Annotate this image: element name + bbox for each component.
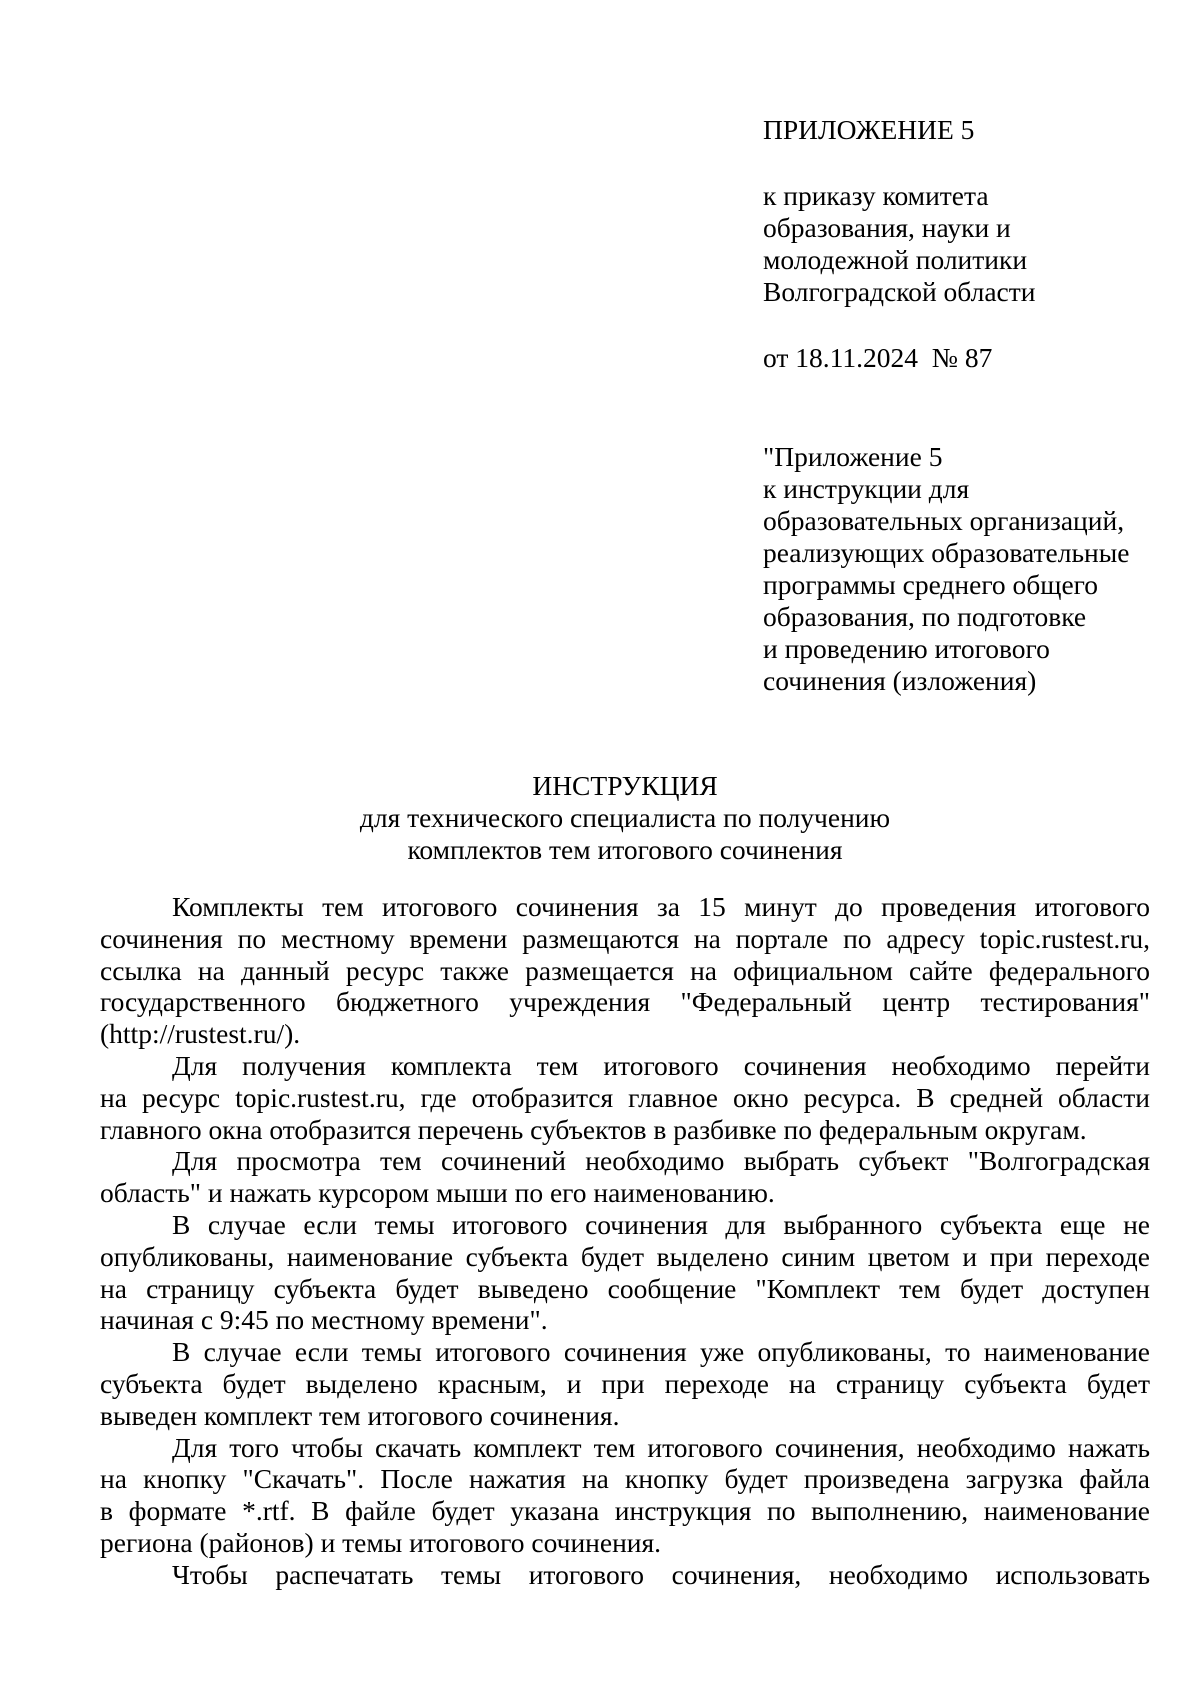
instruction-reference — [763, 441, 1163, 697]
body-paragraph — [100, 1432, 1150, 1559]
paragraph-line: область" и нажать курсором мыши по его наименованию. — [100, 1177, 775, 1209]
document-title — [100, 770, 1150, 866]
paragraph-line: в формате *.rtf. В файле будет указана инструкция по выполнению, наименование — [100, 1495, 1150, 1527]
body-paragraph — [100, 1209, 1150, 1336]
document-body — [100, 891, 1150, 1591]
instruction-ref-line: сочинения (изложения) — [763, 665, 1037, 696]
paragraph-line: Для просмотра тем сочинений необходимо выбрать субъект "Волгоградская — [172, 1145, 1150, 1177]
paragraph-line: главного окна отобразится перечень субъектов в разбивке по федеральным округам. — [100, 1113, 1087, 1145]
body-paragraph — [100, 1336, 1150, 1431]
order-ref-line: молодежной политики — [763, 244, 1028, 275]
body-paragraph — [100, 1145, 1150, 1209]
appendix-title-text: ПРИЛОЖЕНИЕ 5 — [763, 114, 975, 145]
paragraph-line: начиная с 9:45 по местному времени". — [100, 1304, 548, 1336]
paragraph-line: Для получения комплекта тем итогового сочинения необходимо перейти — [172, 1049, 1150, 1081]
body-paragraph — [100, 891, 1150, 1050]
paragraph-line: Для того чтобы скачать комплект тем итогового сочинения, необходимо нажать — [172, 1431, 1150, 1463]
paragraph-line: опубликованы, наименование субъекта будет выделено синим цветом и при переходе — [100, 1240, 1150, 1272]
title-subtitle-line: комплектов тем итогового сочинения — [407, 834, 843, 865]
body-paragraph — [100, 1559, 1150, 1591]
instruction-ref-line: программы среднего общего — [763, 569, 1099, 600]
paragraph-line: государственного бюджетного учреждения "Федеральный центр тестирования" — [100, 986, 1150, 1018]
instruction-ref-line: образовательных организаций, — [763, 505, 1125, 536]
order-date — [763, 342, 1163, 374]
instruction-ref-line: образования, по подготовке — [763, 601, 1087, 632]
instruction-ref-line: к инструкции для — [763, 473, 970, 504]
paragraph-line: на кнопку "Скачать". После нажатия на кнопку будет произведена загрузка файла — [100, 1463, 1150, 1495]
paragraph-line: В случае если темы итогового сочинения для выбранного субъекта еще не — [172, 1208, 1150, 1240]
order-ref-line: образования, науки и — [763, 212, 1011, 243]
order-ref-line: Волгоградской области — [763, 276, 1036, 307]
order-reference — [763, 180, 1163, 308]
paragraph-line: ссылка на данный ресурс также размещается на официальном сайте федерального — [100, 954, 1150, 986]
paragraph-line: Комплекты тем итогового сочинения за 15 минут до проведения итогового — [172, 891, 1150, 922]
instruction-ref-line: и проведению итогового — [763, 633, 1050, 664]
instruction-ref-line: реализующих образовательные — [763, 537, 1130, 568]
paragraph-line: (http://rustest.ru/). — [100, 1018, 301, 1050]
appendix-title — [763, 114, 1163, 146]
paragraph-line: на ресурс topic.rustest.ru, где отобразится главное окно ресурса. В средней области — [100, 1081, 1150, 1113]
order-date-text: от 18.11.2024 № 87 — [763, 342, 993, 373]
paragraph-line: сочинения по местному времени размещаются на портале по адресу topic.rustest.ru, — [100, 922, 1150, 954]
instruction-ref-line: "Приложение 5 — [763, 441, 943, 472]
paragraph-line: выведен комплект тем итогового сочинения. — [100, 1399, 620, 1431]
title-subtitle-line: для технического специалиста по получению — [359, 802, 891, 833]
paragraph-line: на страницу субъекта будет выведено сообщение "Комплект тем будет доступен — [100, 1272, 1150, 1304]
paragraph-line: В случае если темы итогового сочинения уже опубликованы, то наименование — [172, 1336, 1150, 1368]
paragraph-line: субъекта будет выделено красным, и при переходе на страницу субъекта будет — [100, 1367, 1150, 1399]
body-paragraph — [100, 1050, 1150, 1145]
title-heading: ИНСТРУКЦИЯ — [532, 770, 718, 801]
order-ref-line: к приказу комитета — [763, 180, 989, 211]
paragraph-line: Чтобы распечатать темы итогового сочинения, необходимо использовать — [172, 1558, 1150, 1590]
paragraph-line: региона (районов) и темы итогового сочинения. — [100, 1526, 662, 1558]
